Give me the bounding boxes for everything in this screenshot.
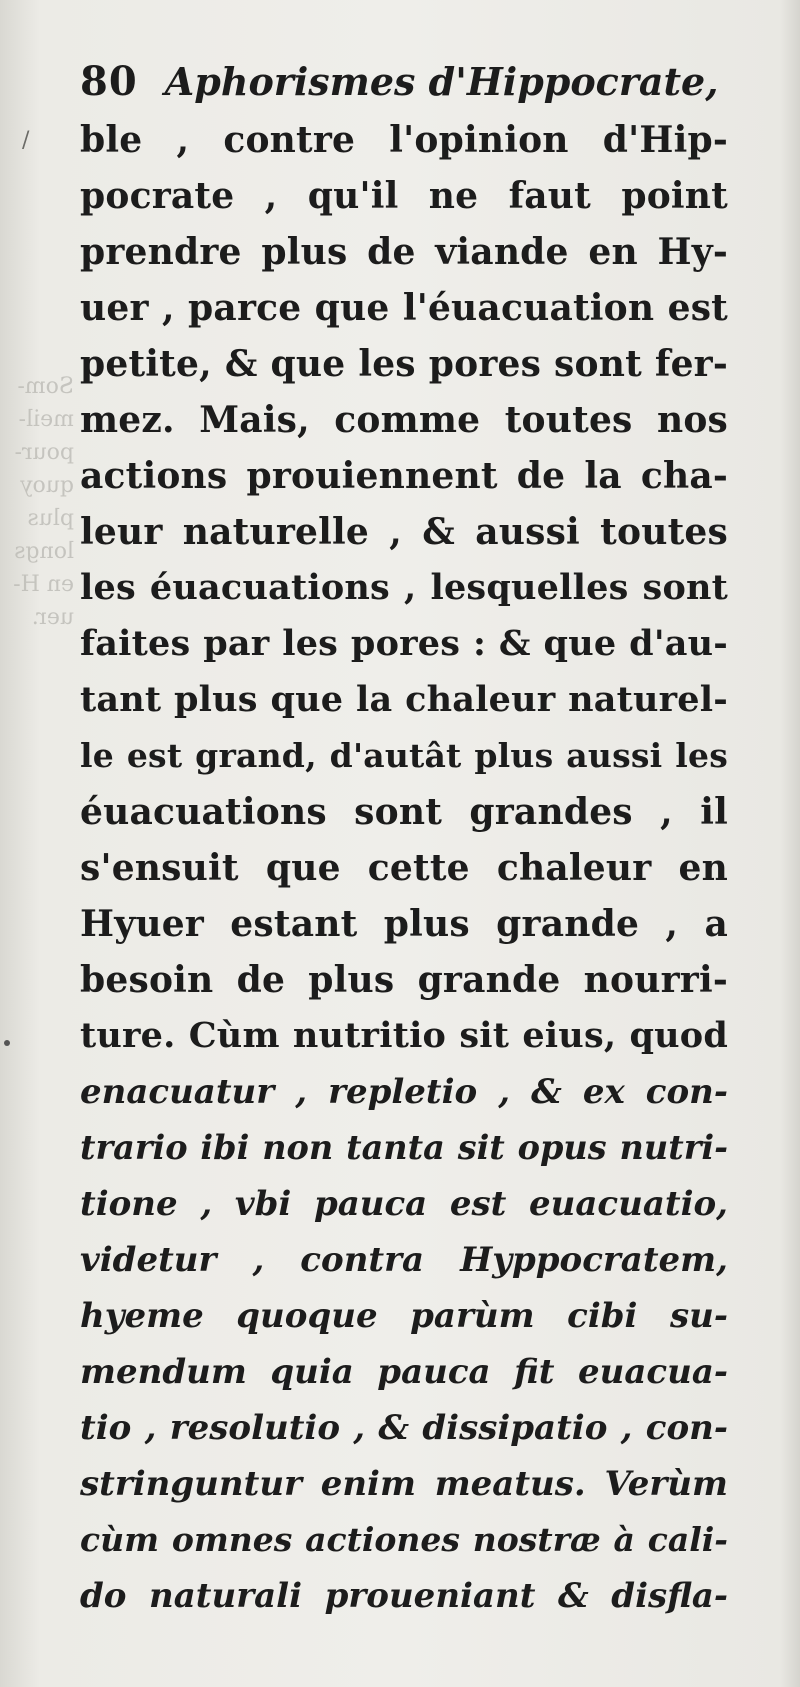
text-line-latin: trario ibi non tanta sit opus nutri- bbox=[80, 1128, 728, 1167]
bleed-line: meil- bbox=[18, 407, 74, 432]
text-line-latin: do naturali proueniant & disfla- bbox=[80, 1576, 728, 1616]
text-line: actions prouiennent de la cha- bbox=[80, 455, 728, 497]
text-line: les éuacuations , lesquelles sont bbox=[80, 567, 728, 608]
text-line-latin: tio , resolutio , & dissipatio , con- bbox=[80, 1408, 728, 1448]
text-line: uer , parce que l'éuacuation est bbox=[80, 287, 728, 329]
bleed-line: longs bbox=[14, 539, 74, 564]
bleed-line: en H- bbox=[13, 572, 74, 597]
text-line: prendre plus de viande en Hy- bbox=[80, 231, 728, 273]
text-line-latin: hyeme quoque parùm cibi su- bbox=[80, 1296, 728, 1336]
margin-tick-mark: / bbox=[22, 128, 30, 153]
page-header bbox=[80, 58, 740, 110]
bleed-line: quoy bbox=[20, 473, 74, 498]
body-text bbox=[80, 112, 728, 1624]
text-line-latin: enacuatur , repletio , & ex con- bbox=[80, 1072, 728, 1112]
text-line-latin: cùm omnes actiones nostræ à cali- bbox=[80, 1520, 728, 1559]
text-line-latin: mendum quia pauca fit euacua- bbox=[80, 1352, 728, 1392]
text-line: Hyuer estant plus grande , a bbox=[80, 903, 728, 945]
text-line-latin: tione , vbi pauca est euacuatio, bbox=[80, 1184, 728, 1224]
text-line: leur naturelle , & aussi toutes bbox=[80, 511, 728, 553]
text-line: ble , contre l'opinion d'Hip- bbox=[80, 119, 728, 161]
bleed-line: pour- bbox=[14, 440, 74, 465]
text-line: besoin de plus grande nourri- bbox=[80, 959, 728, 1001]
text-line: tant plus que la chaleur naturel- bbox=[80, 679, 728, 720]
ink-speck bbox=[4, 1040, 10, 1046]
text-line: pocrate , qu'il ne faut point bbox=[80, 175, 728, 217]
bleed-line: Som- bbox=[17, 374, 74, 399]
bleed-line: uer. bbox=[31, 605, 74, 630]
text-line: petite, & que les pores sont fer- bbox=[80, 343, 728, 385]
text-line-latin: videtur , contra Hyppocratem, bbox=[80, 1240, 728, 1280]
bleed-line: plus bbox=[27, 506, 74, 531]
text-line: faites par les pores : & que d'au- bbox=[80, 623, 728, 664]
page-number: 80 bbox=[80, 58, 138, 105]
margin-bleedthrough bbox=[2, 370, 74, 634]
text-line: ture. Cùm nutritio sit eius, quod bbox=[80, 1015, 728, 1056]
text-line-latin: stringuntur enim meatus. Verùm bbox=[80, 1464, 728, 1504]
text-line: le est grand, d'autât plus aussi les bbox=[80, 736, 728, 775]
text-line: s'ensuit que cette chaleur en bbox=[80, 847, 728, 889]
text-line: éuacuations sont grandes , il bbox=[80, 791, 728, 833]
running-title: Aphorismes d'Hippocrate, bbox=[164, 59, 719, 104]
text-line: mez. Mais, comme toutes nos bbox=[80, 399, 728, 441]
